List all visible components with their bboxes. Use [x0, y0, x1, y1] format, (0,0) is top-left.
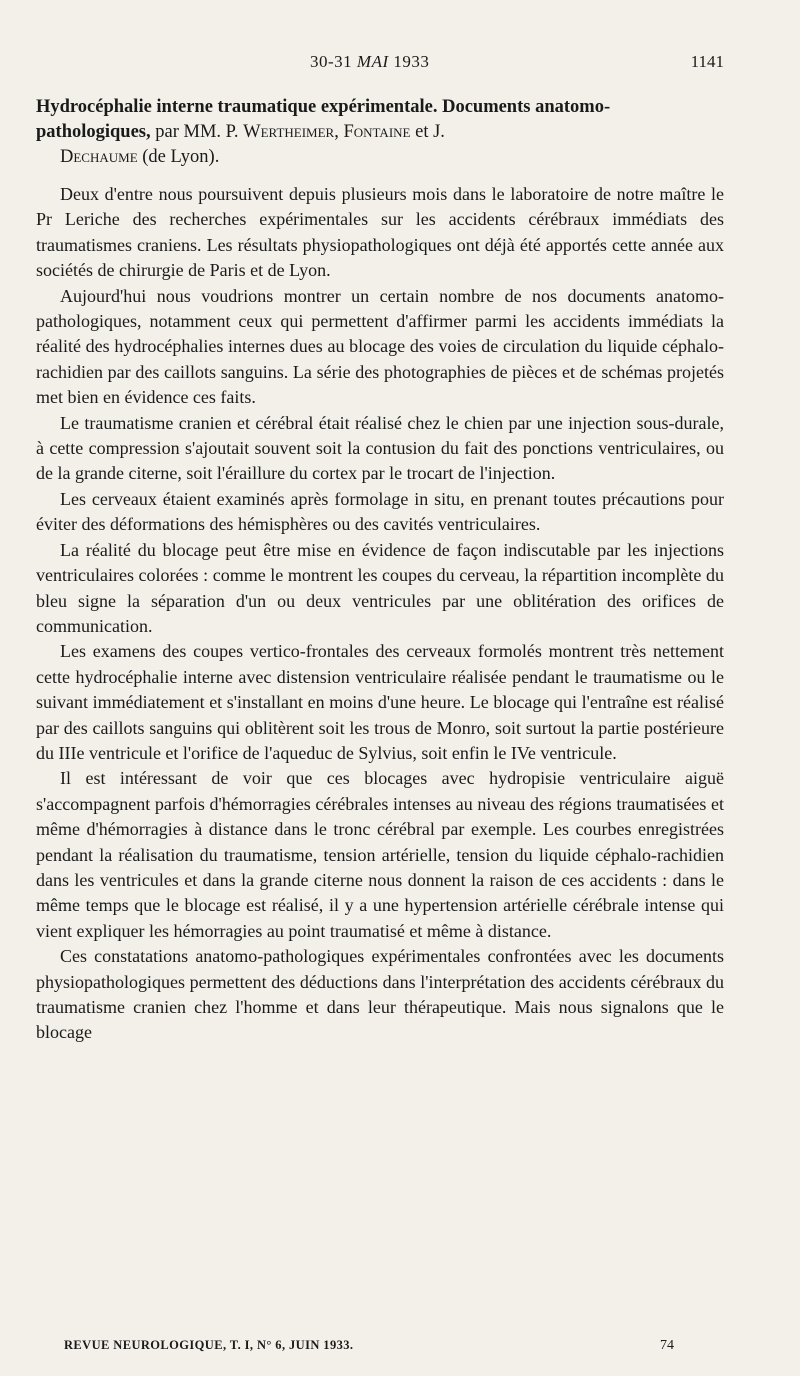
paragraph: Il est intéressant de voir que ces blocages avec hydropisie ventriculaire aiguë s'accompagnent parfois d'hémorragies cérébrales intenses au niveau des régions traumatisées et même d'hémorragies à distance dans le tronc cérébral par exemple. Les courbes enregistrées pendant la réalisation du traumatisme, tension artérielle, tension du liquide céphalo-rachidien dans les ventricules et dans la grande citerne nous donnent la raison de ces accidents : dans le même temps que le blocage est réalisé, il y a une hypertension artérielle cérébrale intense qui vient expliquer les hémorragies au point traumatisé et même à distance.: [36, 768, 724, 941]
author-dechaume: Dechaume: [60, 147, 138, 167]
header-date: 30-31 MAI 1933: [310, 52, 430, 71]
paragraph: Aujourd'hui nous voudrions montrer un certain nombre de nos documents anatomo-pathologiques, notamment ceux qui permettent d'affirmer parmi les accidents immédiats la réalité des hydrocéphalies internes dues au blocage des voies de circulation du liquide céphalo-rachidien par des caillots sanguins. La série des photographies de pièces et de schémas projetés met bien en évidence ces faits.: [36, 285, 724, 408]
page-footer: [36, 1338, 724, 1358]
article-body: [36, 182, 724, 1046]
journal-citation: REVUE NEUROLOGIQUE, T. I, N° 6, JUIN 1933.: [64, 1338, 354, 1352]
article-heading: [36, 95, 724, 170]
author-separator: ,: [334, 122, 339, 142]
author-fontaine: Fontaine: [343, 122, 411, 142]
author-wertheimer: Wertheimer: [243, 122, 335, 142]
paragraph: Les cerveaux étaient examinés après formolage in situ, en prenant toutes précautions pour éviter des déformations des hémisphères ou des cavités ventriculaires.: [36, 488, 724, 535]
author-separator-2: et J.: [415, 122, 445, 142]
authors-prefix: par MM. P.: [155, 122, 239, 142]
article-title: Hydrocéphalie interne traumatique expérimentale. Documents anatomo-pathologiques,: [36, 97, 611, 142]
sheet-number: 74: [660, 1338, 674, 1353]
paragraph: La réalité du blocage peut être mise en évidence de façon indiscutable par les injections ventriculaires colorées : comme le montrent les coupes du cerveau, la répartition incomplète du bleu signe la séparation d'un ou deux ventricules par une oblitération des orifices de communication.: [36, 539, 724, 636]
affiliation: (de Lyon).: [142, 147, 220, 167]
page-number: 1141: [690, 52, 724, 71]
paragraph: Les examens des coupes vertico-frontales des cerveaux formolés montrent très nettement cette hydrocéphalie interne avec distension ventriculaire réalisée pendant le traumatisme ou le suivant immédiatement et s'installant en moins d'une heure. Le blocage qui l'entraîne est réalisé par des caillots sanguins qui oblitèrent soit les trous de Monro, soit surtout la partie postérieure du IIIe ventricule et l'orifice de l'aqueduc de Sylvius, soit enfin le IVe ventricule.: [36, 641, 724, 763]
running-head: [36, 52, 724, 76]
paragraph: Ces constatations anatomo-pathologiques expérimentales confrontées avec les documents physiopathologiques permettent des déductions dans l'interprétation des accidents cérébraux du traumatisme cranien chez l'homme et dans leur thérapeutique. Mais nous signalons que le blocage: [36, 946, 724, 1043]
paragraph: Le traumatisme cranien et cérébral était réalisé chez le chien par une injection sous-durale, à cette compression s'ajoutait souvent soit la contusion du fait des ponctions ventriculaires, ou de la grande citerne, soit l'éraillure du cortex par le trocart de l'injection.: [36, 412, 724, 484]
paragraph: Deux d'entre nous poursuivent depuis plusieurs mois dans le laboratoire de notre maître le Pr Leriche des recherches expérimentales sur les accidents cérébraux immédiats des traumatismes craniens. Les résultats physiopathologiques ont déjà été apportés cette année aux sociétés de chirurgie de Paris et de Lyon.: [36, 184, 724, 281]
